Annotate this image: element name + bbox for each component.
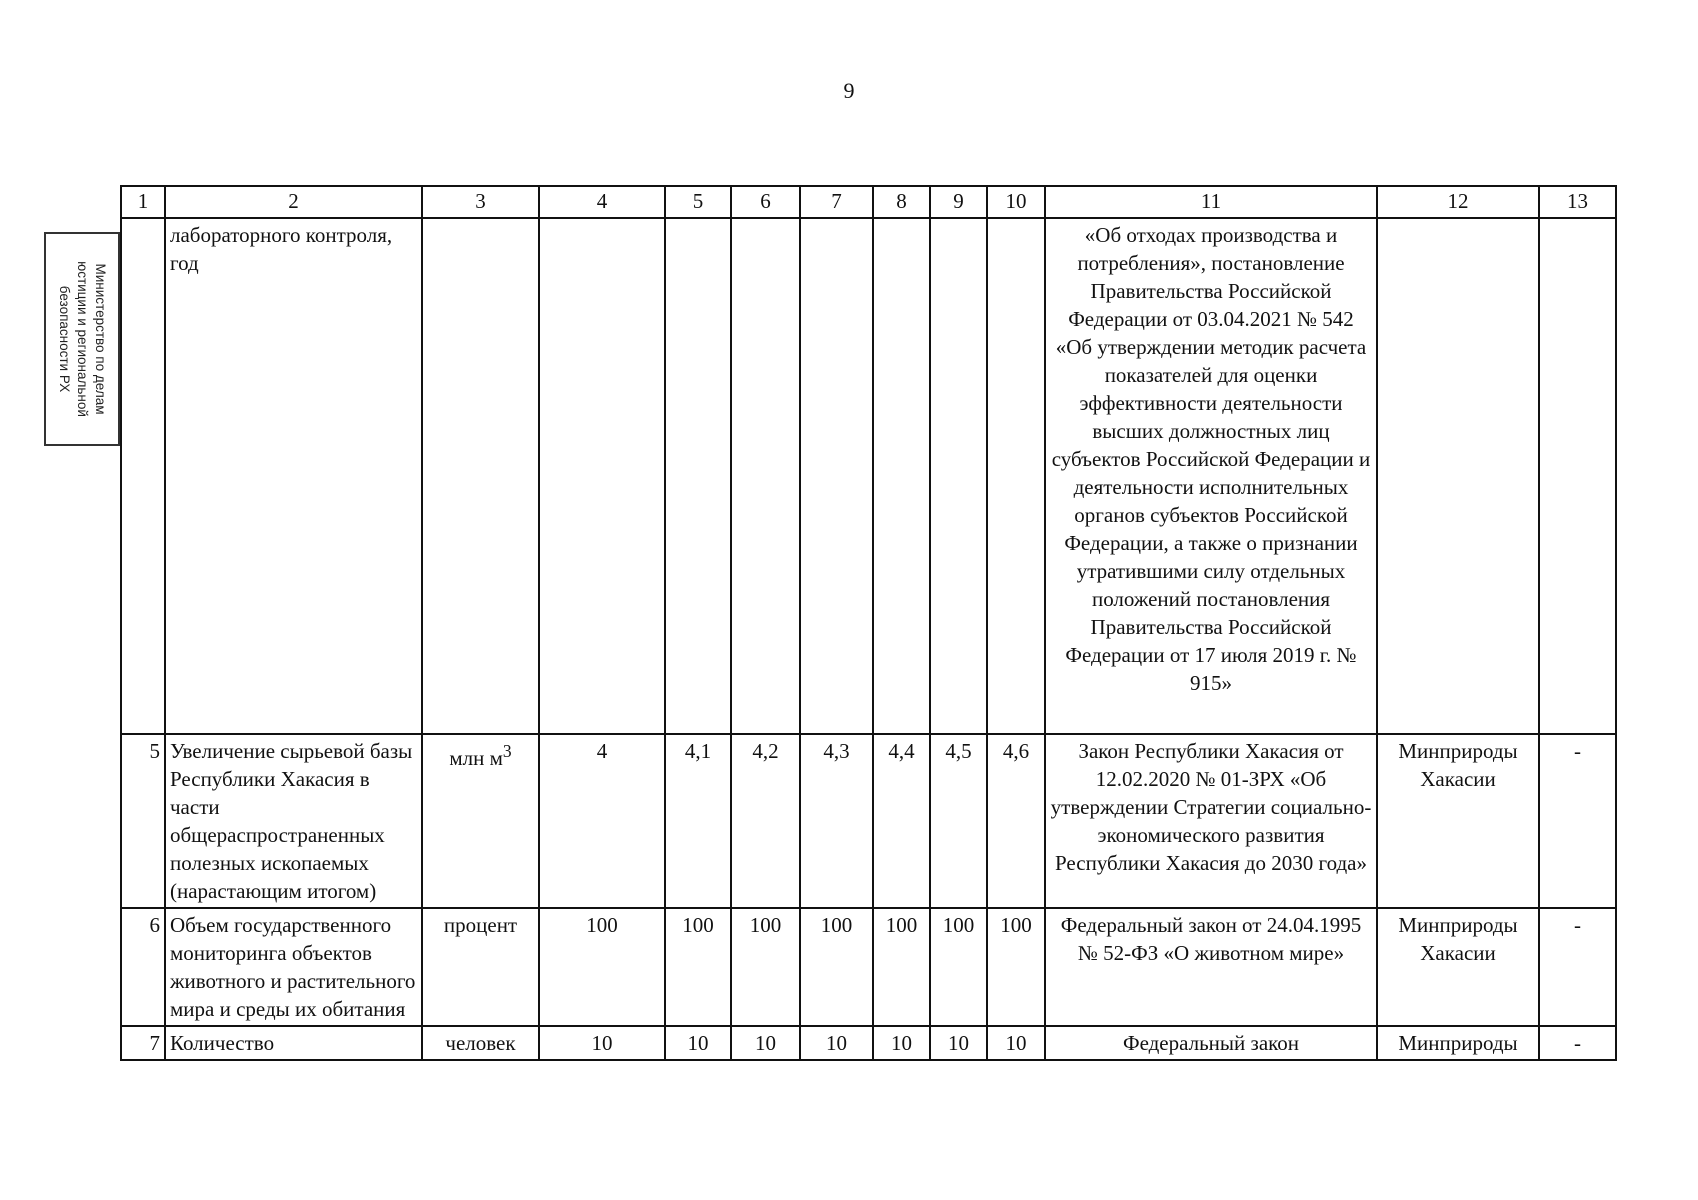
indicator-name: лабораторного контроля, год (165, 218, 422, 734)
value-cell: 100 (930, 908, 987, 1026)
column-header: 11 (1045, 186, 1377, 218)
value-cell: 4,6 (987, 734, 1045, 908)
column-header: 9 (930, 186, 987, 218)
column-number-row (121, 186, 1616, 218)
value-cell: 10 (731, 1026, 800, 1060)
stamp-line: безопасности РХ (57, 285, 72, 393)
stamp-line: юстиции и региональной (75, 261, 90, 417)
legal-basis-cell: Закон Республики Хакасия от 12.02.2020 № 01-ЗРХ «Об утверждении Стратегии социально-экономического развития Республики Хакасия до 2030 года» (1045, 734, 1377, 908)
value-cell (731, 218, 800, 734)
value-cell: 10 (539, 1026, 665, 1060)
column-header: 2 (165, 186, 422, 218)
value-cell: 10 (987, 1026, 1045, 1060)
column-header: 8 (873, 186, 930, 218)
column-header: 13 (1539, 186, 1616, 218)
responsible-cell: Минприроды Хакасии (1377, 908, 1539, 1026)
value-cell (873, 218, 930, 734)
column-header: 4 (539, 186, 665, 218)
column-header: 7 (800, 186, 873, 218)
value-cell (800, 218, 873, 734)
responsible-cell: Минприроды Хакасии (1377, 734, 1539, 908)
indicator-name: Количество (165, 1026, 422, 1060)
row-number: 5 (121, 734, 165, 908)
value-cell (665, 218, 731, 734)
value-cell: 10 (873, 1026, 930, 1060)
value-cell: 4,3 (800, 734, 873, 908)
note-cell: - (1539, 908, 1616, 1026)
column-header: 3 (422, 186, 539, 218)
value-cell: 4,1 (665, 734, 731, 908)
table-row (121, 908, 1616, 1026)
value-cell: 10 (665, 1026, 731, 1060)
value-cell: 100 (731, 908, 800, 1026)
legal-basis-cell: Федеральный закон от 24.04.1995 № 52-ФЗ «О животном мире» (1045, 908, 1377, 1026)
responsible-cell: Минприроды (1377, 1026, 1539, 1060)
value-cell: 4 (539, 734, 665, 908)
legal-basis-cell: «Об отходах производства и потребления», постановление Правительства Российской Федерации от 03.04.2021 № 542 «Об утверждении методик расчета показателей для оценки эффективности деятельности высших должностных лиц субъектов Российской Федерации и деятельности исполнительных органов субъектов Российской Федерации, а также о признании утратившими силу отдельных положений постановления Правительства Российской Федерации от 17 июля 2019 г. № 915» (1045, 218, 1377, 734)
indicator-name: Объем государственного мониторинга объектов животного и растительного мира и среды их обитания (165, 908, 422, 1026)
table-row (121, 734, 1616, 908)
stamp-line: Министерство по делам (93, 263, 108, 415)
value-cell: 4,2 (731, 734, 800, 908)
row-number: 6 (121, 908, 165, 1026)
unit-cell (422, 734, 539, 908)
value-cell (987, 218, 1045, 734)
value-cell: 100 (800, 908, 873, 1026)
table-row (121, 218, 1616, 734)
unit-superscript: 3 (502, 741, 512, 761)
note-cell: - (1539, 734, 1616, 908)
value-cell (930, 218, 987, 734)
unit-text: млн м (449, 746, 503, 770)
unit-cell: человек (422, 1026, 539, 1060)
note-cell (1539, 218, 1616, 734)
value-cell: 10 (930, 1026, 987, 1060)
indicator-name: Увеличение сырьевой базы Республики Хакасия в части общераспространенных полезных ископаемых (нарастающим итогом) (165, 734, 422, 908)
value-cell: 100 (987, 908, 1045, 1026)
value-cell: 4,4 (873, 734, 930, 908)
value-cell: 4,5 (930, 734, 987, 908)
unit-cell: процент (422, 908, 539, 1026)
column-header: 1 (121, 186, 165, 218)
value-cell: 10 (800, 1026, 873, 1060)
note-cell: - (1539, 1026, 1616, 1060)
column-header: 5 (665, 186, 731, 218)
page-number: 9 (843, 78, 855, 103)
indicators-table (120, 185, 1617, 1061)
value-cell (539, 218, 665, 734)
row-number: 7 (121, 1026, 165, 1060)
value-cell: 100 (873, 908, 930, 1026)
responsible-cell (1377, 218, 1539, 734)
table-row (121, 1026, 1616, 1060)
value-cell: 100 (539, 908, 665, 1026)
unit-cell (422, 218, 539, 734)
column-header: 12 (1377, 186, 1539, 218)
row-number (121, 218, 165, 734)
ministry-stamp (44, 232, 120, 446)
column-header: 6 (731, 186, 800, 218)
column-header: 10 (987, 186, 1045, 218)
value-cell: 100 (665, 908, 731, 1026)
legal-basis-cell: Федеральный закон (1045, 1026, 1377, 1060)
